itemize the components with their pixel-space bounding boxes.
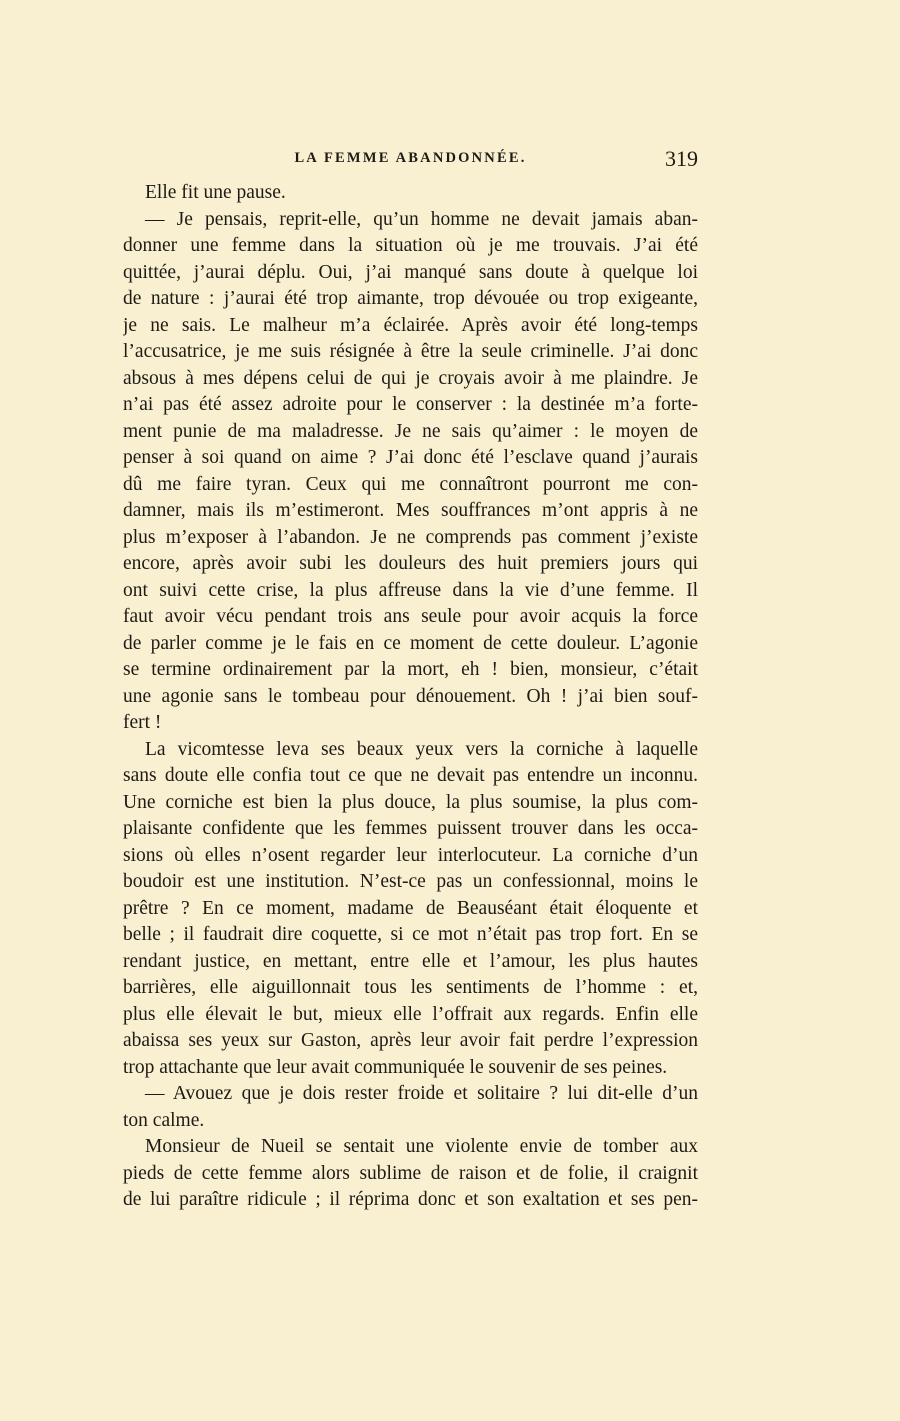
text-line: ment punie de ma maladresse. Je ne sais qu’aimer : le moyen de: [123, 420, 698, 442]
text-line: une agonie sans le tombeau pour dénouement. Oh ! j’ai bien souf-: [123, 685, 698, 707]
body-text: [123, 180, 698, 1214]
text-line: faut avoir vécu pendant trois ans seule pour avoir acquis la force: [123, 606, 698, 627]
text-line: plus m’exposer à l’abandon. Je ne comprends pas comment j’existe: [123, 526, 698, 548]
text-line: boudoir est une institution. N’est-ce pas un confessionnal, moins le: [123, 871, 698, 892]
text-line: de parler comme je le fais en ce moment de cette douleur. L’agonie: [123, 632, 698, 654]
text-line: fert !: [123, 712, 162, 733]
text-line: plus elle élevait le but, mieux elle l’offrait aux regards. Enfin elle: [123, 1003, 698, 1025]
text-line: Elle fit une pause.: [145, 182, 286, 203]
text-line: prêtre ? En ce moment, madame de Beauséant était éloquente et: [123, 897, 698, 919]
text-line: absous à mes dépens celui de qui je croyais avoir à me plaindre. Je: [123, 367, 698, 389]
text-line: — Je pensais, reprit-elle, qu’un homme ne devait jamais aban-: [145, 208, 698, 230]
page-number: 319: [665, 146, 698, 171]
text-line: plaisante confidente que les femmes puissent trouver dans les occa-: [123, 818, 698, 839]
page-header: [123, 146, 698, 174]
text-line: Une corniche est bien la plus douce, la plus soumise, la plus com-: [123, 791, 698, 813]
text-line: donner une femme dans la situation où je me trouvais. J’ai été: [123, 235, 698, 256]
text-line: abaissa ses yeux sur Gaston, après leur avoir fait perdre l’expression: [123, 1030, 698, 1051]
text-line: La vicomtesse leva ses beaux yeux vers la corniche à laquelle: [145, 738, 698, 760]
text-line: sions où elles n’osent regarder leur interlocuteur. La corniche d’un: [123, 844, 698, 866]
text-line: se termine ordinairement par la mort, eh ! bien, monsieur, c’était: [123, 659, 698, 680]
text-line: penser à soi quand on aime ? J’ai donc été l’esclave quand j’aurais: [123, 447, 698, 468]
text-line: je ne sais. Le malheur m’a éclairée. Après avoir été long-temps: [123, 314, 698, 336]
running-title: LA FEMME ABANDONNÉE.: [294, 150, 527, 166]
text-line: de lui paraître ridicule ; il réprima donc et son exaltation et ses pen-: [123, 1189, 698, 1210]
text-line: ton calme.: [123, 1109, 205, 1131]
text-line: pieds de cette femme alors sublime de raison et de folie, il craignit: [123, 1162, 698, 1184]
text-line: ont suivi cette crise, la plus affreuse dans la vie d’une femme. Il: [123, 579, 698, 601]
text-line: de nature : j’aurai été trop aimante, trop dévouée ou trop exigeante,: [123, 288, 698, 309]
text-line: dû me faire tyran. Ceux qui me connaîtront pourront me con-: [123, 473, 698, 495]
text-line: — Avouez que je dois rester froide et solitaire ? lui dit-elle d’un: [145, 1083, 698, 1104]
text-line: Monsieur de Nueil se sentait une violente envie de tomber aux: [145, 1136, 698, 1157]
text-line: n’ai pas été assez adroite pour le conserver : la destinée m’a forte-: [123, 394, 698, 415]
text-line: rendant justice, en mettant, entre elle et l’amour, les plus hautes: [123, 950, 698, 972]
text-line: barrières, elle aiguillonnait tous les sentiments de l’homme : et,: [123, 977, 698, 998]
text-line: damner, mais ils m’estimeront. Mes souffrances m’ont appris à ne: [123, 500, 698, 521]
text-line: quittée, j’aurai déplu. Oui, j’ai manqué sans doute à quelque loi: [123, 261, 698, 283]
text-line: belle ; il faudrait dire coquette, si ce mot n’était pas trop fort. En se: [123, 924, 698, 945]
text-line: encore, après avoir subi les douleurs des huit premiers jours qui: [123, 553, 698, 574]
text-line: l’accusatrice, je me suis résignée à être la seule criminelle. J’ai donc: [123, 341, 698, 362]
text-line: trop attachante que leur avait communiquée le souvenir de ses peines.: [123, 1056, 668, 1078]
text-line: sans doute elle confia tout ce que ne devait pas entendre un inconnu.: [123, 765, 698, 786]
